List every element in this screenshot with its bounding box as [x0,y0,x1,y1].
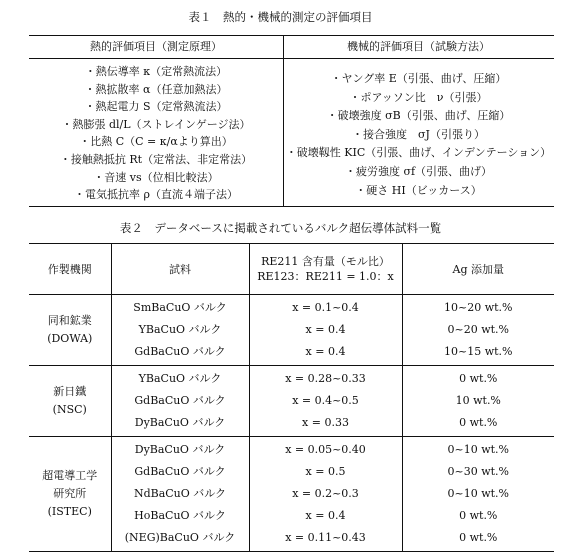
ag-value: 10 wt.% [455,394,501,407]
sample-value: GdBaCuO バルク [134,465,226,478]
sample-cell [111,366,249,437]
ag-value: 0 wt.% [459,372,498,385]
content-cell [249,295,402,366]
table-row-nsc [29,366,554,437]
ag-value: 0~10 wt.% [447,487,509,500]
maker-line: (DOWA) [47,332,93,345]
mechanical-item: ・硬さ HI（ビッカース） [355,183,482,197]
ag-value: 0~20 wt.% [447,323,509,336]
ag-cell [402,366,554,437]
table-row-dowa [29,295,554,366]
ag-cell [402,437,554,552]
evaluation-items-table [29,35,554,207]
sample-value: GdBaCuO バルク [134,345,226,358]
maker-dowa [29,295,111,366]
maker-line: (ISTEC) [47,505,92,518]
ag-value: 0~30 wt.% [447,465,509,478]
header-maker: 作製機関 [29,244,111,295]
header-content-line2: RE123：RE211 = 1.0：x [257,270,394,283]
sample-value: GdBaCuO バルク [134,394,226,407]
mechanical-item: ・ポアッソン比 ν（引張） [349,90,488,104]
thermal-item: ・電気抵抗率 ρ（直流４端子法） [74,188,238,202]
ag-cell [402,295,554,366]
ag-value: 0~10 wt.% [447,443,509,456]
header-content [249,244,402,295]
sample-value: DyBaCuO バルク [134,443,226,456]
bulk-superconductor-samples-table [29,243,554,552]
mechanical-item: ・ヤング率 E（引張、曲げ、圧縮） [330,72,507,85]
thermal-item: ・熱膨張 dl/L（ストレインゲージ法） [61,117,251,131]
mechanical-items-list [283,70,554,200]
content-value: x = 0.2~0.3 [292,487,359,500]
table-header-row [29,244,554,295]
header-divider [29,58,554,59]
sample-value: HoBaCuO バルク [134,509,226,522]
maker-line: (NSC) [52,403,87,416]
thermal-items-list [29,63,283,204]
sample-value: DyBaCuO バルク [134,416,226,429]
sample-value: YBaCuO バルク [138,372,222,385]
mechanical-item: ・破壊靱性 KIC（引張、曲げ、インデンテーション） [285,146,552,160]
sample-cell [111,437,249,552]
header-sample: 試料 [111,244,249,295]
content-value: x = 0.11~0.43 [285,531,366,544]
sample-value: YBaCuO バルク [138,323,222,336]
content-cell [249,437,402,552]
thermal-item: ・熱拡散率 α（任意加熱法） [84,82,228,96]
ag-value: 0 wt.% [459,416,498,429]
thermal-item: ・接触熱抵抗 Rt（定常法、非定常法） [59,152,253,166]
thermal-item: ・熱伝導率 κ（定常熱流法） [84,65,228,78]
mechanical-item: ・接合強度 σJ（引張り） [352,127,485,141]
mechanical-item: ・破壊強度 σB（引張、曲げ、圧縮） [326,109,511,123]
sample-cell [111,295,249,366]
table1-caption: 表１ 熱的・機械的測定の評価項目 [188,10,373,24]
maker-istec [29,437,111,552]
header-ag: Ag 添加量 [402,244,554,295]
content-value: x = 0.05~0.40 [285,443,366,456]
content-value: x = 0.1~0.4 [292,301,359,314]
ag-value: 0 wt.% [459,531,498,544]
table2-caption: 表２ データベースに掲載されているバルク超伝導体試料一覧 [119,221,442,235]
mechanical-item: ・疲労強度 σf（引張、曲げ） [344,164,493,178]
ag-value: 10~20 wt.% [444,301,513,314]
sample-value: (NEG)BaCuO バルク [124,531,236,544]
thermal-item: ・音速 vs（位相比較法） [93,170,219,184]
content-value: x = 0.4~0.5 [292,394,359,407]
maker-line: 同和鉱業 [47,314,92,327]
maker-line: 研究所 [53,487,87,500]
maker-line: 新日鐵 [53,385,87,398]
thermal-item: ・比熱 C（C = κ/αより算出） [79,135,233,149]
content-value: x = 0.33 [302,416,349,429]
thermal-item: ・熱起電力 S（定常熱流法） [84,100,228,114]
content-value: x = 0.28~0.33 [285,372,366,385]
table-row-istec [29,437,554,552]
mechanical-header: 機械的評価項目（試験方法） [347,40,490,53]
content-value: x = 0.4 [305,323,346,336]
ag-value: 0 wt.% [459,509,498,522]
thermal-header: 熱的評価項目（測定原理） [90,40,222,53]
content-value: x = 0.4 [305,345,346,358]
sample-value: NdBaCuO バルク [133,487,227,500]
maker-line: 超電導工学 [42,469,98,482]
content-value: x = 0.5 [305,465,346,478]
content-cell [249,366,402,437]
maker-nsc [29,366,111,437]
content-value: x = 0.4 [305,509,346,522]
header-content-line1: RE211 含有量（モル比） [261,255,390,268]
sample-value: SmBaCuO バルク [133,301,227,314]
ag-value: 10~15 wt.% [444,345,513,358]
